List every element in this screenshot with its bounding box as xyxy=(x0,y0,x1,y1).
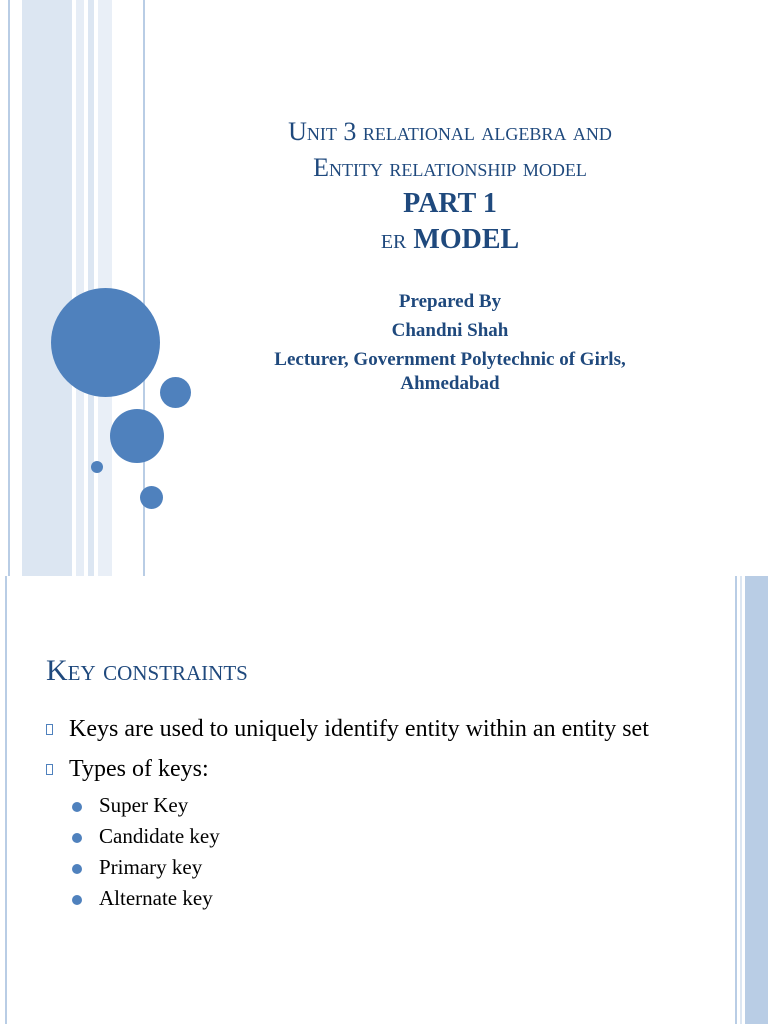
slide-heading: Key constraints xyxy=(46,654,248,687)
circle-bullet-icon xyxy=(72,864,82,874)
decorative-stripe xyxy=(22,0,72,576)
decorative-circle-large xyxy=(51,288,160,397)
list-item xyxy=(40,852,680,883)
key-type-text: Primary key xyxy=(99,855,203,879)
decorative-stripe xyxy=(735,576,737,1024)
circle-bullet-icon xyxy=(72,833,82,843)
square-bullet-icon xyxy=(46,724,53,735)
title-model xyxy=(200,222,700,258)
list-item xyxy=(40,883,680,914)
bullet-text: Types of keys: xyxy=(69,756,209,782)
author-name: Chandni Shah xyxy=(391,320,509,341)
decorative-stripe xyxy=(745,576,768,1024)
author-affiliation-line-2: Ahmedabad xyxy=(400,373,500,394)
key-types-list xyxy=(40,790,680,914)
list-item xyxy=(40,714,680,744)
circle-bullet-icon xyxy=(72,895,82,905)
list-item xyxy=(40,754,680,784)
content-slide xyxy=(0,576,768,1024)
key-type-text: Candidate key xyxy=(99,824,220,848)
prepared-by-label: Prepared By xyxy=(398,291,502,312)
decorative-stripe xyxy=(5,576,7,1024)
decorative-stripe xyxy=(88,0,94,576)
title-part: PART 1 xyxy=(403,188,497,219)
bullet-list xyxy=(40,714,680,914)
decorative-circle xyxy=(140,486,163,509)
subtitle xyxy=(200,290,700,396)
slide-title xyxy=(200,114,700,258)
decorative-circle xyxy=(91,461,103,473)
title-model-prefix: er xyxy=(380,224,407,255)
circle-bullet-icon xyxy=(72,802,82,812)
list-item xyxy=(40,790,680,821)
title-line-2: Entity relationship model xyxy=(313,153,587,182)
list-item xyxy=(40,821,680,852)
key-type-text: Super Key xyxy=(99,793,189,817)
decorative-circle xyxy=(160,377,191,408)
bullet-text: Keys are used to uniquely identify entity within an entity set xyxy=(69,716,649,742)
title-line-1: Unit 3 relational algebra and xyxy=(288,117,612,146)
key-type-text: Alternate key xyxy=(99,886,213,910)
decorative-stripe xyxy=(76,0,84,576)
decorative-stripe xyxy=(8,0,10,576)
decorative-circle xyxy=(110,409,164,463)
square-bullet-icon xyxy=(46,764,53,775)
decorative-stripe xyxy=(740,576,742,1024)
title-model-word: MODEL xyxy=(413,224,520,255)
author-affiliation-line-1: Lecturer, Government Polytechnic of Girls, xyxy=(274,349,626,370)
